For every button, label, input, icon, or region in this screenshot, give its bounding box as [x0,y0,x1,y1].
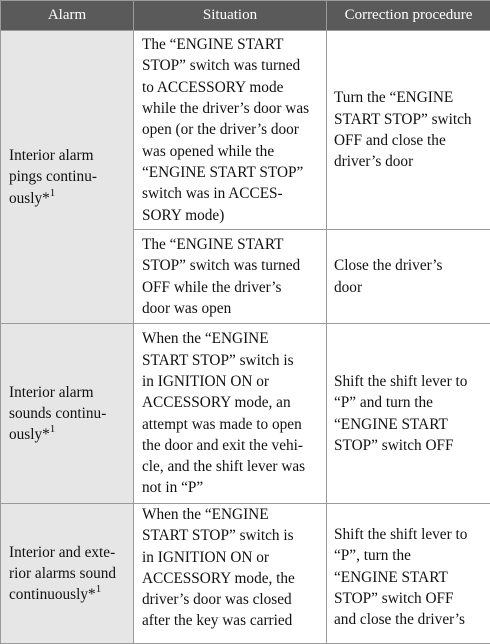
situation-cell-1 [134,31,327,230]
correction-line: “P”, turn the [334,545,488,566]
alarm-line: Interior alarm [9,145,127,166]
situation-cell-2 [134,230,327,324]
correction-line: and close the driver’s [334,609,488,630]
situation-line: SORY mode) [142,205,322,226]
table-header-row [1,1,490,31]
situation-cell-4 [134,504,327,644]
alarm-line: ously*$^1$ [9,188,127,209]
situation-line: STOP” switch was turned [142,55,322,76]
situation-line: driver’s door was closed [142,589,322,610]
alarm-line: rior alarms sound [9,563,127,584]
correction-line: Close the driver’s [334,255,488,276]
table-row [1,504,490,644]
correction-line: OFF and close the [334,130,488,151]
situation-line: open (or the driver’s door [142,119,322,140]
correction-line: STOP” switch OFF [334,588,488,609]
correction-line: driver’s door [334,151,488,172]
situation-line: START STOP” switch is [142,350,322,371]
alarm-cell-1 [1,31,134,324]
situation-line: When the “ENGINE [142,504,322,525]
correction-line: START STOP” switch [334,109,488,130]
table-row [1,31,490,230]
situation-line: after the key was carried [142,610,322,631]
situation-line: was opened while the [142,141,322,162]
header-situation: Situation [134,1,327,31]
correction-line: door [334,277,488,298]
situation-line: in IGNITION ON or [142,547,322,568]
alarm-cell-2 [1,324,134,504]
situation-line: The “ENGINE START [142,234,322,255]
alarm-line: continuously*$^1$ [9,584,127,605]
correction-line: “P” and turn the [334,392,488,413]
situation-line: OFF while the driver’s [142,277,322,298]
situation-line: START STOP” switch is [142,525,322,546]
correction-line: Shift the shift lever to [334,371,488,392]
correction-cell-3 [327,324,490,504]
header-alarm: Alarm [1,1,134,31]
situation-line: STOP” switch was turned [142,255,322,276]
alarm-line: ously*$^1$ [9,424,127,445]
situation-line: not in “P” [142,477,322,498]
correction-line: “ENGINE START [334,414,488,435]
correction-line: “ENGINE START [334,567,488,588]
correction-cell-2 [327,230,490,324]
situation-line: door was open [142,298,322,319]
situation-line: “ENGINE START STOP” [142,162,322,183]
footnote-marker: 1 [96,583,102,595]
alarm-line: Interior alarm [9,382,127,403]
alarm-line: sounds continu- [9,403,127,424]
correction-line: Shift the shift lever to [334,524,488,545]
footnote-marker: 1 [50,187,56,199]
correction-line: Turn the “ENGINE [334,87,488,108]
situation-line: the door and exit the vehi- [142,435,322,456]
situation-line: When the “ENGINE [142,328,322,349]
situation-line: to ACCESSORY mode [142,77,322,98]
header-correction: Correction procedure [327,1,490,31]
situation-line: ACCESSORY mode, the [142,568,322,589]
situation-line: The “ENGINE START [142,34,322,55]
situation-line: ACCESSORY mode, an [142,392,322,413]
correction-line: STOP” switch OFF [334,435,488,456]
alarm-line: Interior and exte- [9,542,127,563]
footnote-marker: 1 [50,423,56,435]
correction-cell-4 [327,504,490,644]
situation-line: attempt was made to open [142,414,322,435]
alarm-line: pings continu- [9,166,127,187]
situation-line: switch was in ACCES- [142,183,322,204]
situation-cell-3 [134,324,327,504]
situation-line: in IGNITION ON or [142,371,322,392]
correction-cell-1 [327,31,490,230]
situation-line: cle, and the shift lever was [142,456,322,477]
table-row [1,324,490,504]
situation-line: while the driver’s door was [142,98,322,119]
alarm-cell-3 [1,504,134,644]
